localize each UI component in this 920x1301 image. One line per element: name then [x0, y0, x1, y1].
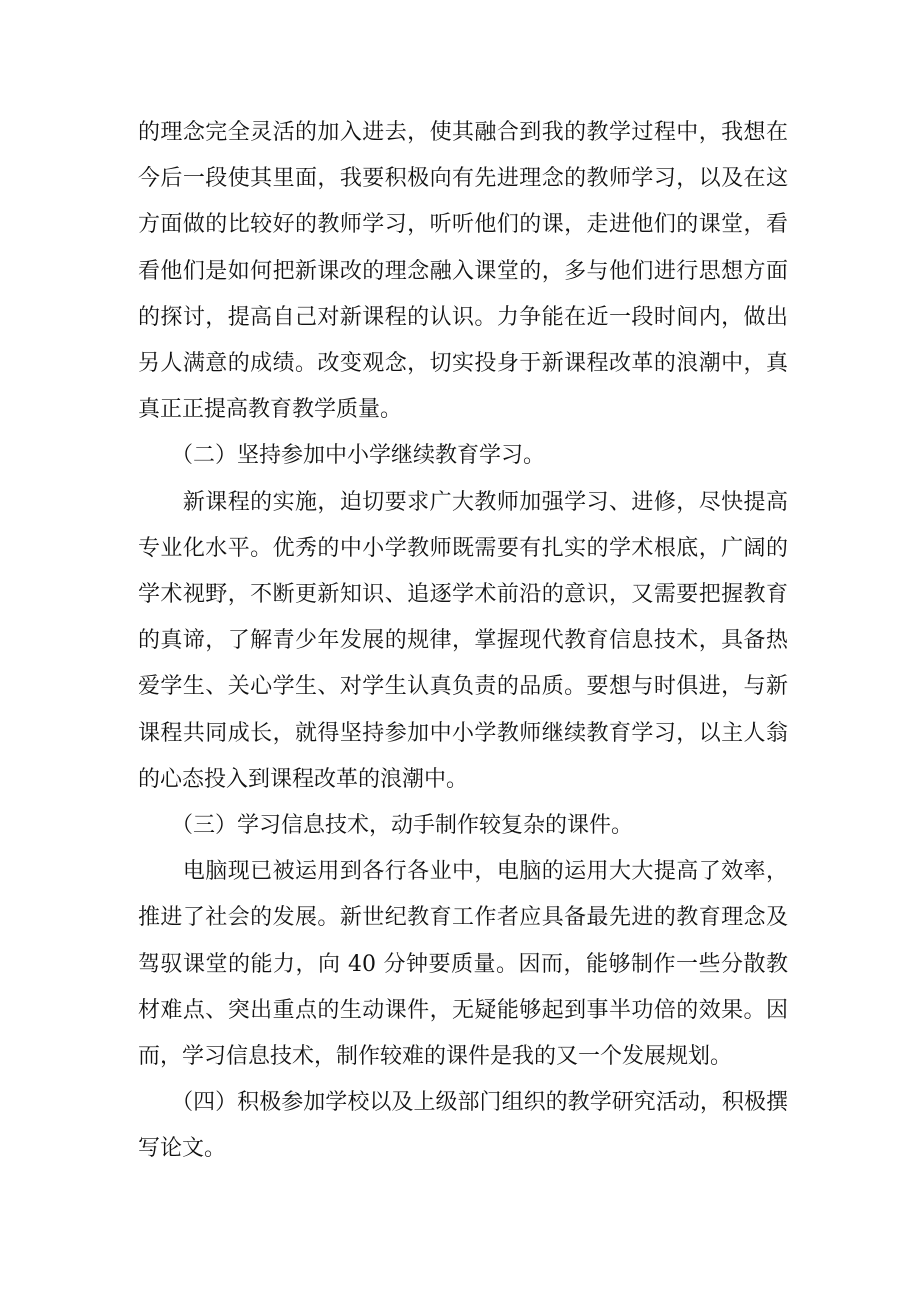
paragraph-information-technology: 电脑现已被运用到各行各业中，电脑的运用大大提高了效率，推进了社会的发展。新世纪教育工作者应具备最先进的教育理念及驾驭课堂的能力，向 40 分钟要质量。因而，能够制作一些分散教材难点、突出重点的生动课件，无疑能够起到事半功倍的效果。因而，学习信息技术，制作较难的课件是我的又一个发展规划。	[138, 859, 788, 1070]
document-body	[138, 110, 788, 1173]
section-heading-4: （四）积极参加学校以及上级部门组织的教学研究活动，积极撰写论文。	[138, 1090, 788, 1162]
section-heading-2: （二）坚持参加中小学继续教育学习。	[138, 443, 546, 469]
paragraph-continuing-education: 新课程的实施，迫切要求广大教师加强学习、进修，尽快提高专业化水平。优秀的中小学教师既需要有扎实的学术根底，广阔的学术视野，不断更新知识、追逐学术前沿的意识，又需要把握教育的真谛，了解青少年发展的规律，掌握现代教育信息技术，具备热爱学生、关心学生、对学生认真负责的品质。要想与时俱进，与新课程共同成长，就得坚持参加中小学教师继续教育学习，以主人翁的心态投入到课程改革的浪潮中。	[138, 489, 788, 792]
section-heading-3: （三）学习信息技术，动手制作较复杂的课件。	[138, 813, 634, 839]
paragraph-continuation: 的理念完全灵活的加入进去，使其融合到我的教学过程中，我想在今后一段使其里面，我要积极向有先进理念的教师学习，以及在这方面做的比较好的教师学习，听听他们的课，走进他们的课堂，看看他们是如何把新课改的理念融入课堂的，多与他们进行思想方面的探讨，提高自己对新课程的认识。力争能在近一段时间内，做出另人满意的成绩。改变观念，切实投身于新课程改革的浪潮中，真真正正提高教育教学质量。	[138, 120, 788, 423]
